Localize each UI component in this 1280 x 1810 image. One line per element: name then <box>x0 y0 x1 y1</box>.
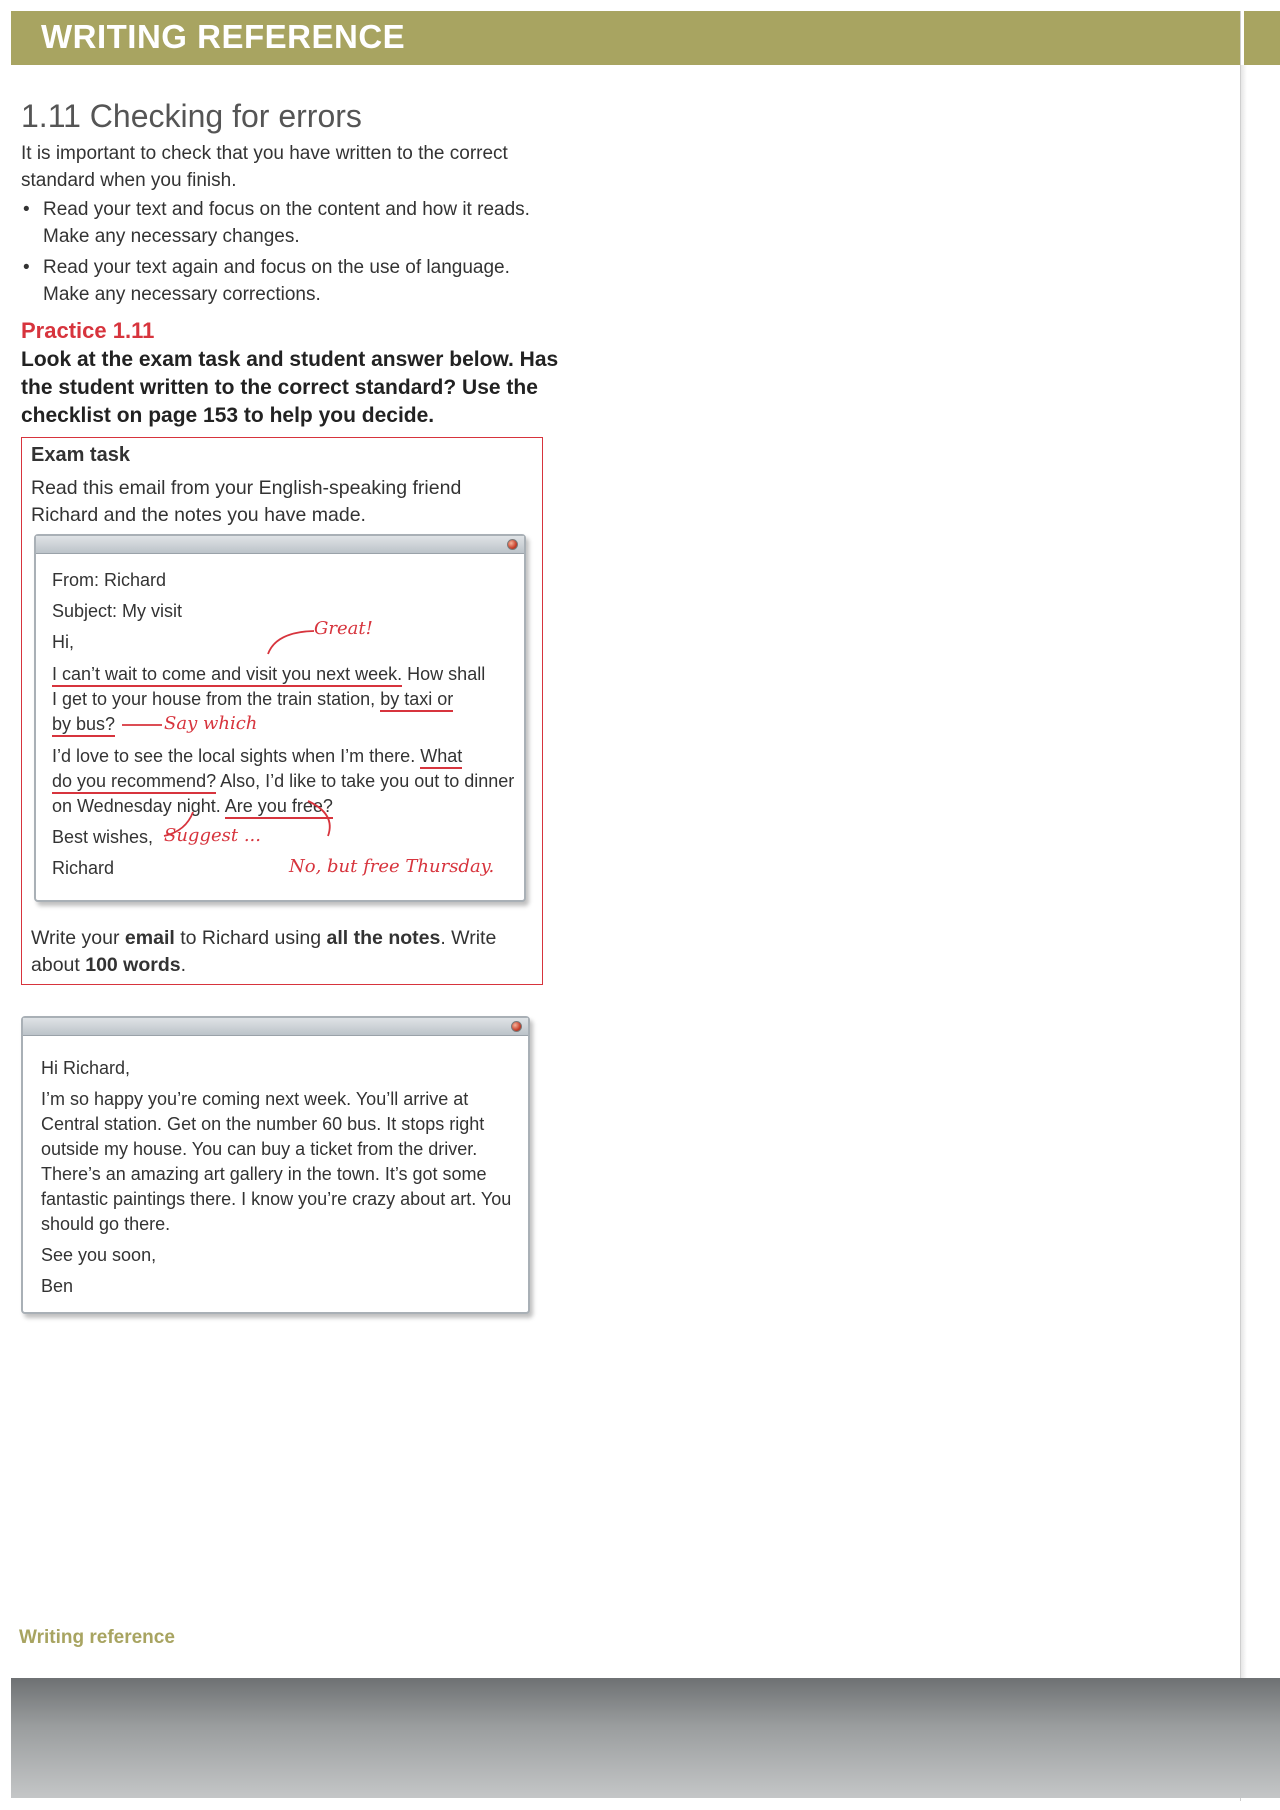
answer-line: Central station. Get on the number 60 bus. It stops right <box>41 1114 485 1134</box>
footer-band <box>11 1678 1280 1798</box>
bullet-list <box>21 196 541 312</box>
bullet-icon: • <box>23 199 30 220</box>
bullet-icon: • <box>23 257 30 278</box>
section-intro: It is important to check that you have written to the correct standard when you finish. <box>21 143 508 191</box>
page-gutter-shadow <box>1241 65 1247 1685</box>
close-icon <box>511 1021 522 1032</box>
underlined-text: by bus? <box>52 714 115 737</box>
email-subject: Subject: My visit <box>52 601 183 621</box>
bullet-item: • Read your text again and focus on the use of language. Make any necessary corrections. <box>21 254 541 308</box>
note-say-which: Say which <box>164 713 258 734</box>
email-line: I can’t wait to come and visit you next week. How shall <box>52 664 485 685</box>
student-answer-email-window <box>21 1016 530 1314</box>
practice-label: Practice 1.11 <box>21 318 155 343</box>
email-signature: Richard <box>52 858 115 878</box>
exam-task-box <box>21 437 543 985</box>
bullet-item: • Read your text and focus on the content and how it reads. Make any necessary changes. <box>21 196 541 250</box>
underlined-text: do you recommend? <box>52 771 216 794</box>
note-great: Great! <box>314 618 373 639</box>
email-line: do you recommend? Also, I’d like to take you out to dinner <box>52 771 514 792</box>
exam-task-intro: Read this email from your English-speaking friend Richard and the notes you have made. <box>31 477 462 526</box>
email-line: I get to your house from the train station, by taxi or <box>52 689 453 710</box>
great-arrow <box>268 631 314 654</box>
underlined-text: by taxi or <box>380 689 453 712</box>
exam-task-writing-instruction: Write your email to Richard using all the notes. Write about 100 words. <box>31 927 497 976</box>
email-greeting: Hi, <box>52 632 74 652</box>
header-bar <box>11 11 1246 65</box>
page-edge <box>1240 11 1280 1801</box>
note-suggest: Suggest ... <box>164 825 261 846</box>
answer-line: There’s an amazing art gallery in the town. It’s got some <box>41 1164 487 1184</box>
header-bar-edge <box>1244 11 1280 65</box>
email-from: From: Richard <box>52 570 167 590</box>
answer-signoff: See you soon, <box>41 1245 157 1265</box>
underlined-text: What <box>420 746 462 769</box>
thursday-line <box>308 801 330 836</box>
richard-email-window <box>34 534 526 902</box>
annotation-strokes <box>36 536 526 902</box>
answer-signature: Ben <box>41 1276 74 1296</box>
page-header-title: WRITING REFERENCE <box>41 18 406 55</box>
footer-label: Writing reference <box>19 1627 175 1648</box>
answer-greeting: Hi Richard, <box>41 1058 131 1078</box>
answer-line: outside my house. You can buy a ticket from the driver. <box>41 1139 478 1159</box>
email-titlebar <box>23 1018 528 1036</box>
practice-instruction: Look at the exam task and student answer below. Has the student written to the correct standard? Use the checklist on page 153 to help you decide. <box>21 348 559 427</box>
answer-line: I’m so happy you’re coming next week. You’ll arrive at <box>41 1089 469 1109</box>
email-line: I’d love to see the local sights when I’m there. What <box>52 746 462 767</box>
underlined-text: I can’t wait to come and visit you next week. <box>52 664 402 687</box>
section-title: 1.11 Checking for errors <box>21 98 362 134</box>
note-thursday: No, but free Thursday. <box>289 856 495 877</box>
exam-task-heading: Exam task <box>31 444 130 466</box>
underlined-text: Are you free? <box>225 796 333 819</box>
email-line: on Wednesday night. Are you free? <box>52 796 333 817</box>
email-signoff: Best wishes, <box>52 827 154 847</box>
answer-line: should go there. <box>41 1214 171 1234</box>
answer-line: fantastic paintings there. I know you’re crazy about art. You <box>41 1189 512 1209</box>
